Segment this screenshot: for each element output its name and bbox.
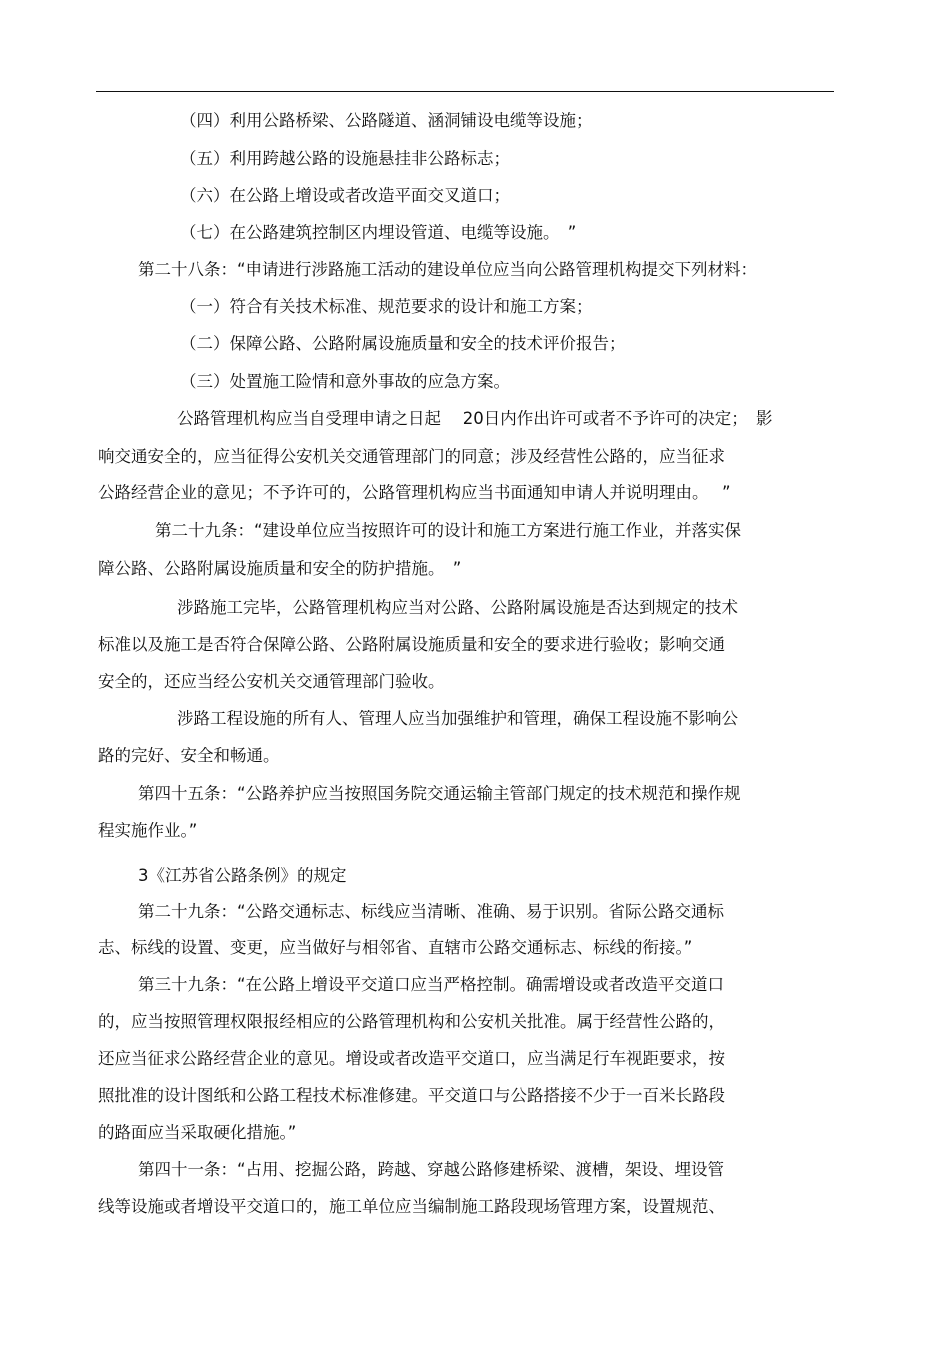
- text-line: 标准以及施工是否符合保障公路、公路附属设施质量和安全的要求进行验收；影响交通: [98, 635, 725, 654]
- text-line: 程实施作业。”: [98, 821, 198, 840]
- text-line: （三）处置施工险情和意外事故的应急方案。: [180, 372, 510, 391]
- text-line: 路的完好、安全和畅通。: [98, 746, 280, 765]
- text-line: 第四十五条：“公路养护应当按照国务院交通运输主管部门规定的技术规范和操作规: [138, 784, 741, 803]
- text-line: （五）利用跨越公路的设施悬挂非公路标志；: [180, 149, 510, 168]
- text-line: 第二十九条：“建设单位应当按照许可的设计和施工方案进行施工作业，并落实保: [155, 521, 742, 540]
- text-line: （四）利用公路桥梁、公路隧道、涵洞铺设电缆等设施；: [180, 111, 593, 130]
- text-line: 公路经营企业的意见；不予许可的，公路管理机构应当书面通知申请人并说明理由。 ”: [98, 483, 731, 502]
- text-line: （一）符合有关技术标准、规范要求的设计和施工方案；: [180, 297, 593, 316]
- text-line: 第三十九条：“在公路上增设平交道口应当严格控制。确需增设或者改造平交道口: [138, 975, 725, 994]
- text-line: 还应当征求公路经营企业的意见。增设或者改造平交道口，应当满足行车视距要求，按: [98, 1049, 725, 1068]
- text-line: 公路管理机构应当自受理申请之日起 20日内作出许可或者不予许可的决定； 影: [177, 409, 773, 428]
- text-line: 涉路工程设施的所有人、管理人应当加强维护和管理，确保工程设施不影响公: [177, 709, 738, 728]
- text-line: （二）保障公路、公路附属设施质量和安全的技术评价报告；: [180, 334, 626, 353]
- text-line: （六）在公路上增设或者改造平面交叉道口；: [180, 186, 510, 205]
- header-rule: [96, 91, 834, 92]
- text-line: 安全的，还应当经公安机关交通管理部门验收。: [98, 672, 445, 691]
- text-line: 的，应当按照管理权限报经相应的公路管理机构和公安机关批准。属于经营性公路的，: [98, 1012, 725, 1031]
- text-line: 第二十八条：“申请进行涉路施工活动的建设单位应当向公路管理机构提交下列材料：: [138, 260, 758, 279]
- text-line: 涉路施工完毕，公路管理机构应当对公路、公路附属设施是否达到规定的技术: [177, 598, 738, 617]
- text-line: 志、标线的设置、变更，应当做好与相邻省、直辖市公路交通标志、标线的衔接。”: [98, 938, 693, 957]
- text-line: 响交通安全的，应当征得公安机关交通管理部门的同意；涉及经营性公路的，应当征求: [98, 447, 725, 466]
- text-line: 线等设施或者增设平交道口的，施工单位应当编制施工路段现场管理方案，设置规范、: [98, 1197, 725, 1216]
- text-line: （七）在公路建筑控制区内埋设管道、电缆等设施。 ”: [180, 223, 577, 242]
- text-line: 第四十一条：“占用、挖掘公路，跨越、穿越公路修建桥梁、渡槽，架设、埋设管: [138, 1160, 725, 1179]
- text-line: 障公路、公路附属设施质量和安全的防护措施。 ”: [98, 559, 462, 578]
- section-heading: 3《江苏省公路条例》的规定: [138, 866, 347, 885]
- text-line: 的路面应当采取硬化措施。”: [98, 1123, 297, 1142]
- text-line: 照批准的设计图纸和公路工程技术标准修建。平交道口与公路搭接不少于一百米长路段: [98, 1086, 725, 1105]
- text-line: 第二十九条：“公路交通标志、标线应当清晰、准确、易于识别。省际公路交通标: [138, 902, 725, 921]
